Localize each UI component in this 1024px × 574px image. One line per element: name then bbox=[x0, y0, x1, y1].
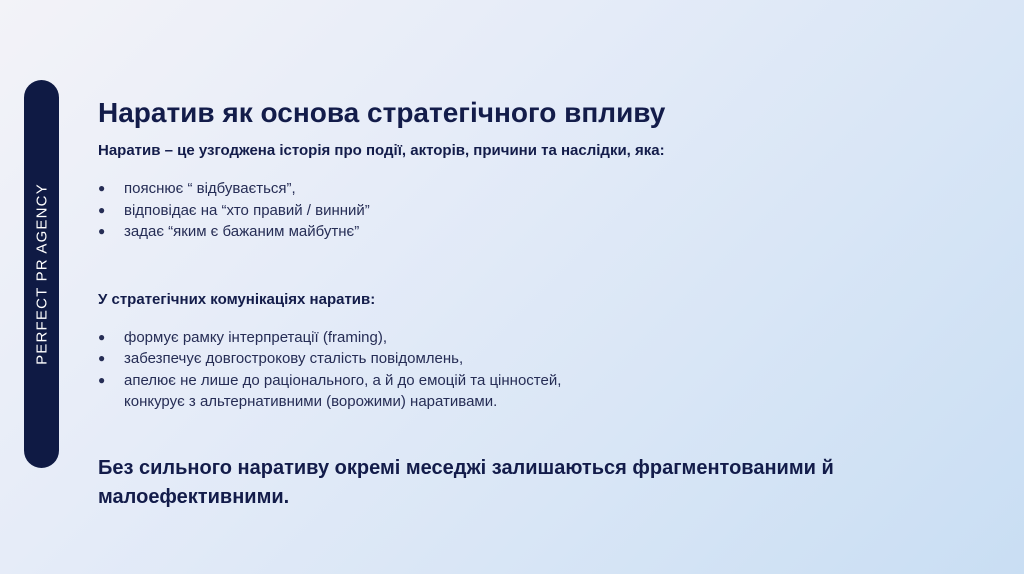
list-item-continuation: конкурує з альтернативними (ворожими) наративами. bbox=[124, 393, 498, 410]
bullet-icon: ● bbox=[98, 351, 106, 365]
strategic-heading: У стратегічних комунікаціях наратив: bbox=[98, 290, 376, 308]
list-item-text: забезпечує довгострокову сталість повідомлень, bbox=[124, 350, 464, 367]
list-item-text: задає “яким є бажаним майбутнє” bbox=[124, 223, 360, 240]
bullet-icon: ● bbox=[98, 224, 106, 238]
list-item-text: пояснює “ відбувається”, bbox=[124, 180, 296, 197]
slide-content bbox=[98, 95, 978, 512]
bullet-icon: ● bbox=[98, 329, 106, 344]
definition-list bbox=[98, 178, 978, 243]
list-item bbox=[98, 327, 978, 349]
bullet-icon: ● bbox=[98, 181, 106, 195]
list-item bbox=[98, 221, 978, 243]
list-item-text: апелює не лише до раціонального, а й до емоцій та цінностей, bbox=[124, 371, 562, 389]
bullet-icon: ● bbox=[98, 202, 106, 217]
slide-title: Наратив як основа стратегічного впливу bbox=[98, 97, 666, 128]
list-item bbox=[98, 370, 978, 392]
definition-text: Наратив – це узгоджена історія про події, акторів, причини та наслідки, яка: bbox=[98, 142, 665, 159]
conclusion-text: Без сильного наративу окремі меседжі залишаються фрагментованими й малоефективними. bbox=[98, 456, 834, 508]
brand-sidebar bbox=[24, 80, 59, 468]
list-item-text: відповідає на “хто правий / винний” bbox=[124, 201, 370, 219]
list-item bbox=[98, 348, 978, 370]
bullet-icon: ● bbox=[98, 372, 106, 387]
list-item bbox=[98, 178, 978, 200]
brand-label: PERFECT PR AGENCY bbox=[33, 183, 50, 365]
list-item bbox=[98, 200, 978, 222]
strategic-list bbox=[98, 327, 978, 392]
list-item-text: формує рамку інтерпретації (framing), bbox=[124, 328, 388, 346]
